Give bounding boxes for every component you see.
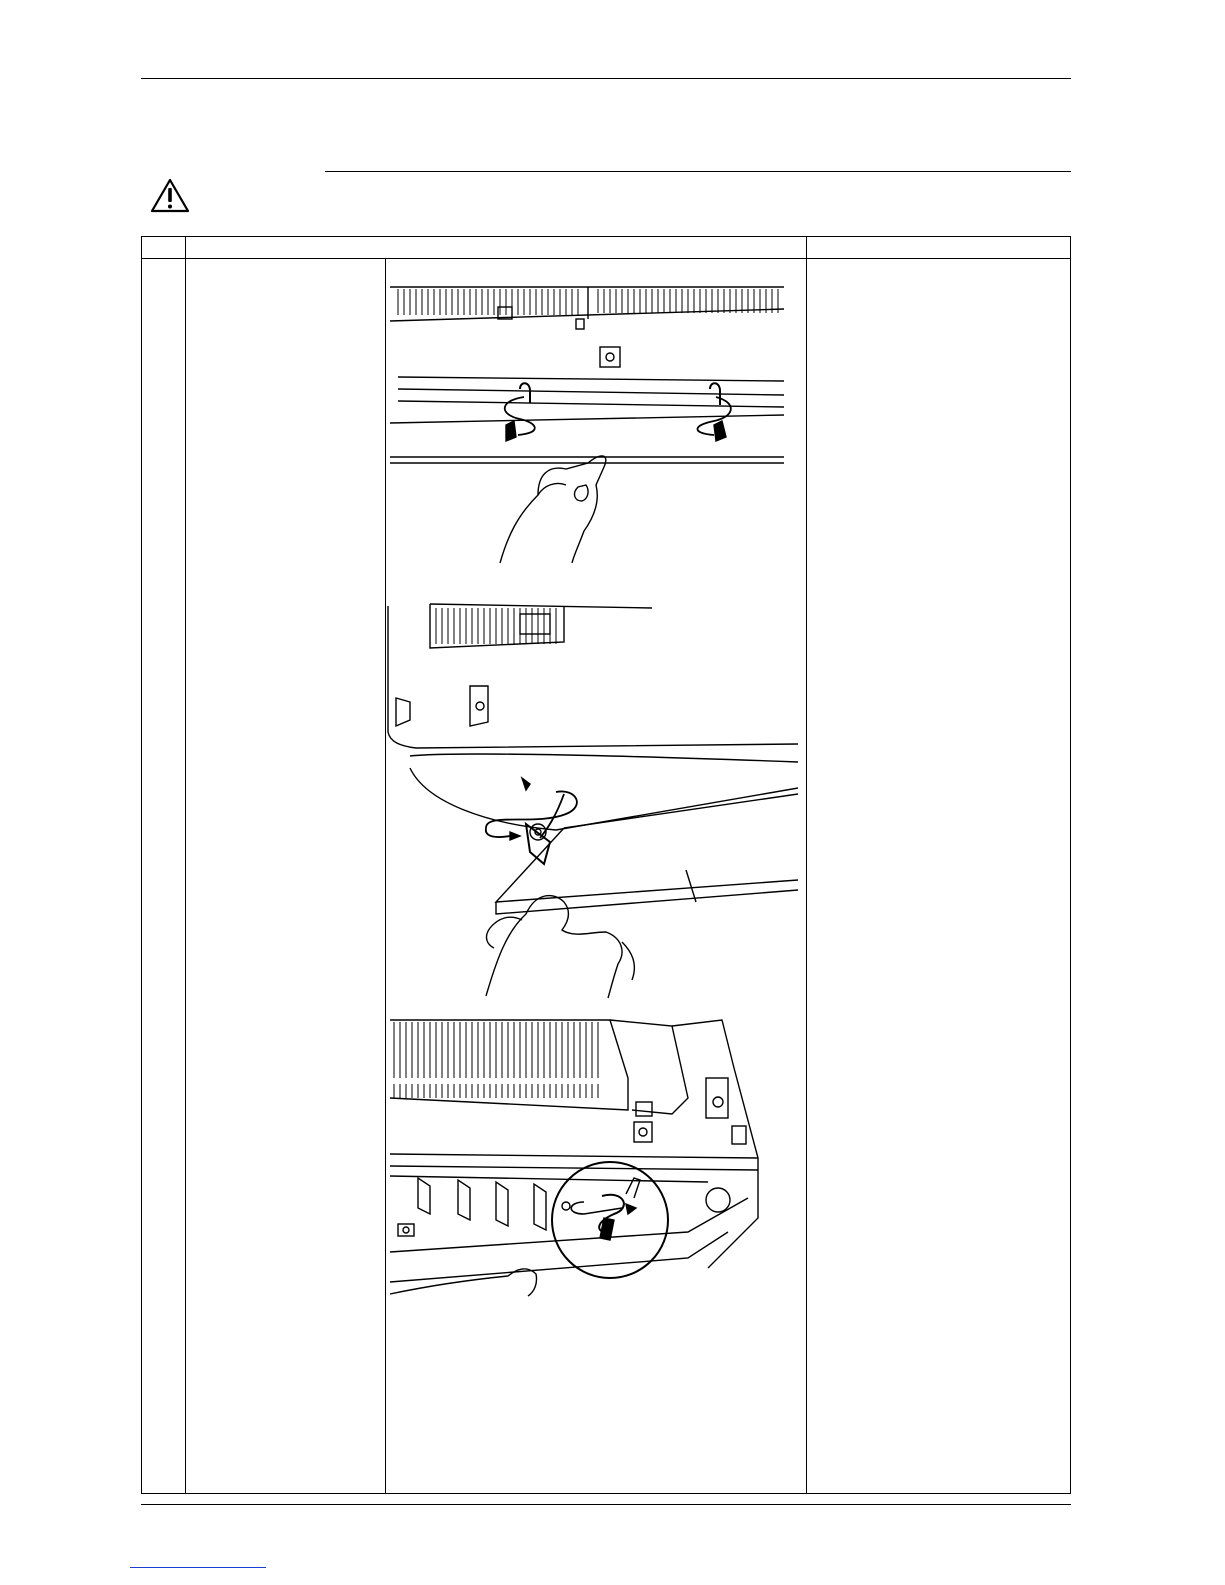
figure-1-front-panel-hinges <box>388 285 788 565</box>
header-rule <box>141 78 1071 79</box>
figure-3-hinge-detail-circle <box>388 1018 764 1298</box>
section-rule <box>325 171 1071 172</box>
table-header-rule <box>141 258 1071 259</box>
figure-2-hinge-release-closeup <box>386 602 802 1000</box>
table-col-divider-1 <box>185 236 186 1494</box>
table-col-divider-3 <box>806 236 807 1494</box>
warning-triangle-icon <box>150 178 190 214</box>
footer-rule <box>141 1504 1071 1505</box>
page-link-underline[interactable] <box>130 1567 266 1568</box>
